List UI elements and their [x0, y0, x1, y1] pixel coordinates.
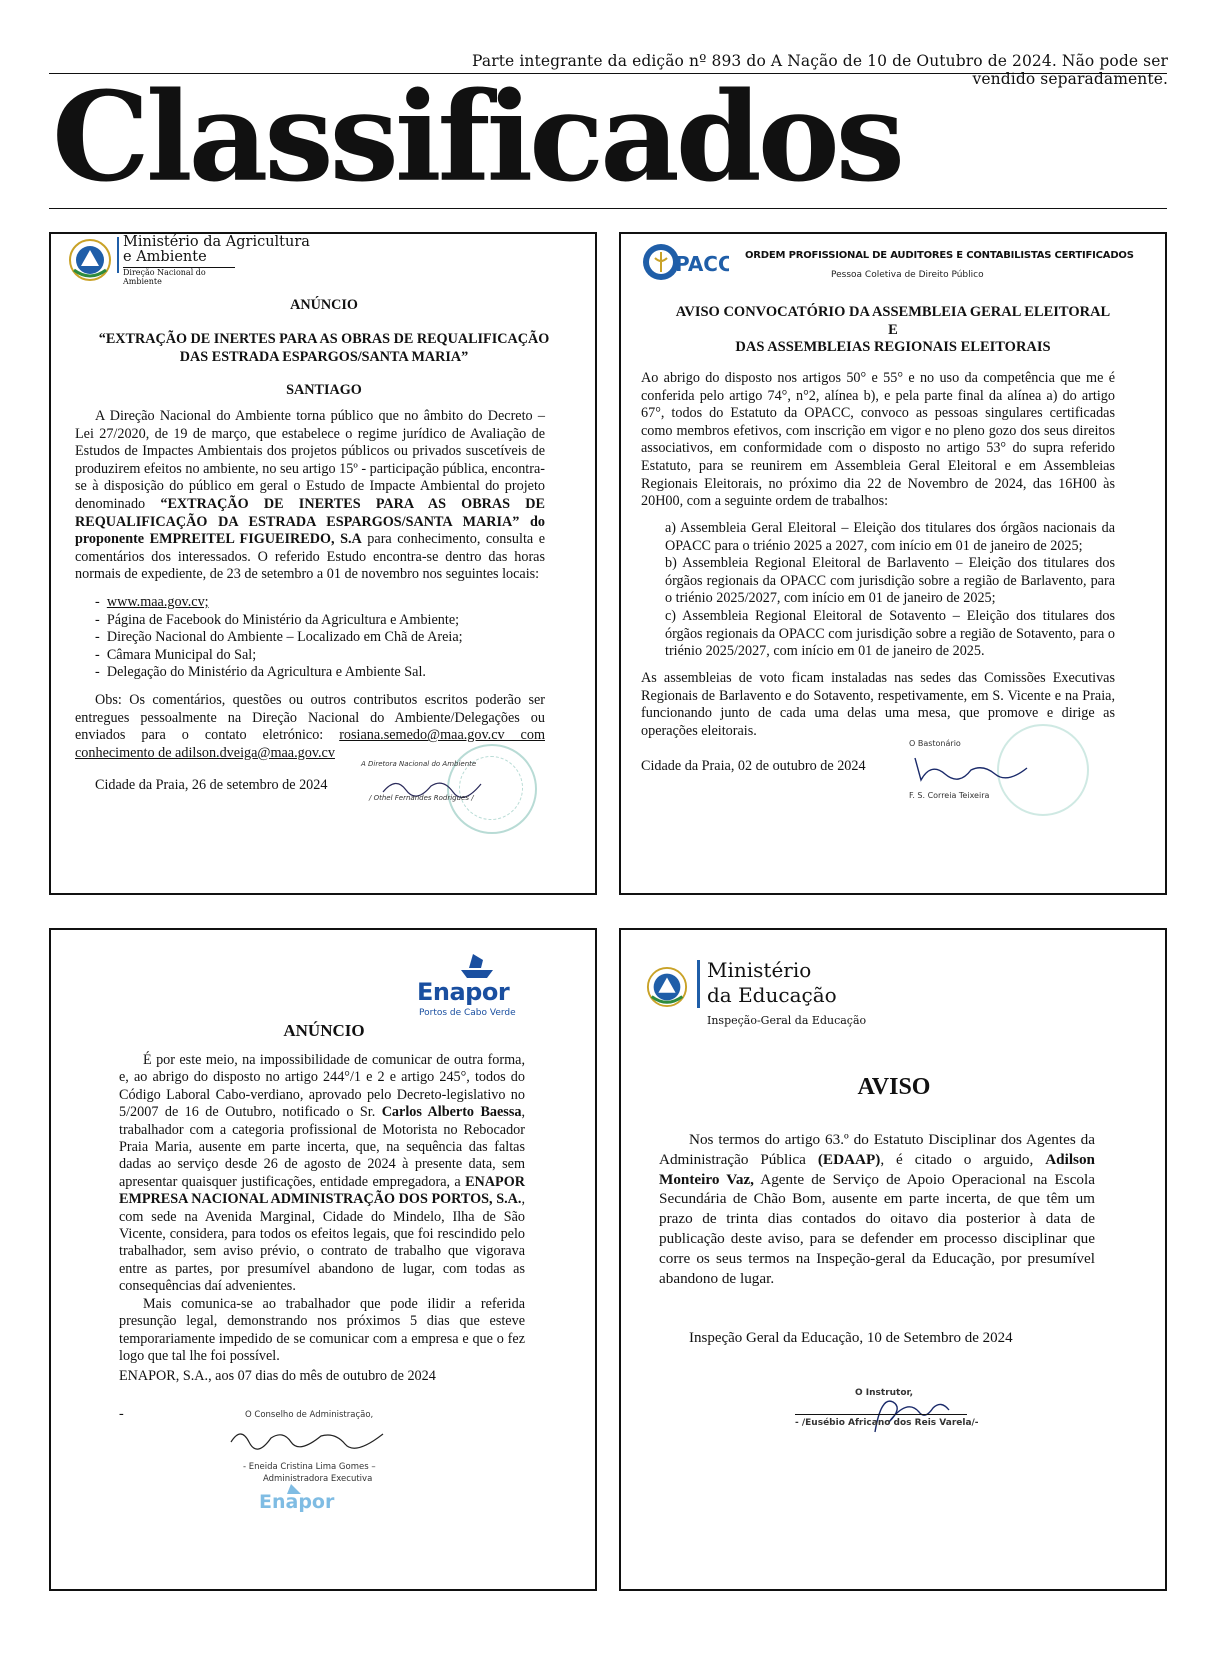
- header-divider: [117, 237, 119, 273]
- ad-heading: AVISO: [857, 1074, 931, 1100]
- dash: -: [119, 1406, 124, 1422]
- ad-box-ministry-agriculture: [49, 232, 597, 895]
- ad-body: É por este meio, na impossibilidade de comunicar de outra forma, e, ao abrigo do disposto no artigo 244°/1 e 2 e artigo 245°, todos do Código Laboral Cabo-verdiano, aprovado pelo Decreto-legislativo no 5/2007 de 16 de Outubro, notificado o Sr. Carlos Alberto Baessa, trabalhador com a categoria profissional de Motorista no Rebocador Praia Maria, ausente em parte incerta, que, na sequência das faltas dadas ao serviço desde 26 de agosto de 2024 à presente data, sem apresentar quaisquer justificações, entidade empregadora, a ENAPOR EMPRESA NACIONAL ADMINISTRAÇÃO DOS PORTOS, S.A., com sede na Avenida Marginal, Cidade do Mindelo, Ilha de São Vicente, considera, para todos os efeitos legais, que foi rescindido pelo trabalhador, sem aviso prévio, o contrato de trabalho que vigorava entre as partes, por presumível abandono de lugar, com todas as consequências daí advenientes.: [119, 1052, 525, 1295]
- ministry-line2: e Ambiente: [123, 249, 207, 265]
- signature-underline: [795, 1414, 967, 1415]
- ministry-line1: Ministério da Agricultura: [123, 234, 310, 250]
- ad-body-2: Mais comunica-se ao trabalhador que pode ilidir a referida presunção legal, demonstrando nos próximos 5 dias que esteve temporariamente impedido de se comunicar com a empresa e que o fez logo que tal lhe foi possível.: [119, 1296, 525, 1365]
- ad-box-ministry-education: [619, 928, 1167, 1591]
- ministry-line2: da Educação: [707, 983, 837, 1007]
- svg-text:PACC: PACC: [675, 252, 729, 276]
- body-text-2: do proponente: [75, 513, 545, 548]
- locations-list: [95, 594, 555, 682]
- ad-heading: ANÚNCIO: [283, 1021, 365, 1040]
- closing-paragraph: As assembleias de voto ficam instaladas nas sedes das Comissões Executivas Regionais de Barlavento e do Sotavento, respetivamente, em S. Vicente e na Praia, funcionando junto de cada uma delas uma mesa, que promove e dirige as operações eleitorais.: [641, 670, 1115, 739]
- signature-name: F. S. Correia Teixeira: [909, 791, 990, 800]
- company-name: ENAPOR EMPRESA NACIONAL ADMINISTRAÇÃO DOS PORTOS, S.A.: [119, 1173, 525, 1208]
- masthead-rule: [49, 208, 1167, 209]
- signature-title: O Instrutor,: [855, 1388, 914, 1398]
- body-text-3: para conhecimento, consulta e comentários dos interessados. O referido Estudo encontra-se dentro das horas normais de expediente, de 23 de setembro a 01 de novembro nos seguintes locais:: [75, 531, 546, 583]
- header-divider: [697, 960, 700, 1008]
- ministry-name: [707, 958, 837, 1008]
- edition-note: Parte integrante da edição nº 893 do A Nação de 10 de Outubro de 2024. Não pode ser vendido separadamente.: [472, 52, 1168, 88]
- org-name: ORDEM PROFISSIONAL DE AUDITORES E CONTABILISTAS CERTIFICADOS: [745, 250, 1134, 261]
- enapor-logo-sub: Portos de Cabo Verde: [419, 1008, 516, 1018]
- title-line2: E: [888, 321, 898, 338]
- enapor-ship-logo-icon: [457, 952, 497, 980]
- obs-text: Obs: Os comentários, questões ou outros contributos escritos poderão ser entregues pessoalmente na Direção Nacional do Ambiente/Delegações ou enviados para o contato eletrónico:: [75, 692, 545, 744]
- signature-icon: [845, 1392, 955, 1441]
- signature-icon: [911, 752, 1031, 791]
- list-item: - Delegação do Ministério da Agricultura e Ambiente Sal.: [95, 664, 426, 681]
- signature-name: - Eneida Cristina Lima Gomes –: [243, 1462, 376, 1472]
- masthead-title: Classificados: [52, 66, 902, 210]
- ministry-name: [123, 235, 310, 265]
- proponent-name: EMPREITEL FIGUEIREDO, S.A: [149, 531, 362, 548]
- ad-title: [637, 304, 1149, 357]
- signature-name: / Othel Fernandes Rodrigues /: [369, 794, 474, 802]
- signature-title: O Bastonário: [909, 739, 961, 748]
- enapor-logo-text: Enapor: [417, 978, 510, 1006]
- body-text: A Direção Nacional do Ambiente torna público que no âmbito do Decreto – Lei 27/2020, de 19 de março, que estabelece o regime jurídico de Avaliação de Estudos de Impactes Ambientais dos projetos públicos ou privados suscetíveis de produzirem efeitos no ambiente, no seu artigo 15º - participação pública, encontra-se à disposição do público em geral o Estudo de Impacte Ambiental do projeto denominado: [75, 408, 545, 512]
- ad-body: Nos termos do artigo 63.º do Estatuto Disciplinar dos Agentes da Administração Pública (EDAAP), é citado o arguido, Adilson Monteiro Vaz, Agente de Serviço de Apoio Operacional na Escola Secundária de Chão Bom, ausente em parte incerta, de que têm um prazo de trinta dias contados do oitavo dia posterior à data de publicação deste aviso, para se defender em processo disciplinar que corre os seus termos na Inspeção-geral da Educação, por presumível abandono de lugar.: [659, 1131, 1096, 1287]
- defendant-name: Adilson Monteiro Vaz,: [659, 1150, 1096, 1188]
- ad-date: Cidade da Praia, 02 de outubro de 2024: [641, 758, 866, 774]
- ad-box-enapor: [49, 928, 597, 1591]
- signature-title: A Diretora Nacional do Ambiente: [361, 760, 477, 768]
- org-sub: Pessoa Coletiva de Direito Público: [831, 270, 984, 280]
- ad-title: [71, 331, 577, 366]
- project-name: “EXTRAÇÃO DE INERTES PARA AS OBRAS DE REQUALIFICAÇÃO DA ESTRADA ESPARGOS/SANTA MARIA”: [75, 495, 545, 530]
- ministry-sub: Inspeção-Geral da Educação: [707, 1014, 867, 1027]
- ministry-line1: Ministério: [707, 958, 812, 982]
- item-c: c) Assembleia Regional Eleitoral de Sotavento – Eleição dos titulares dos órgãos regionais da OPACC com jurisdição sobre a região de Sotavento, para o triénio 2025/2027, com início em 01 de janeiro de 2025.: [665, 608, 1115, 660]
- intro-paragraph: Ao abrigo do disposto nos artigos 50° e 55° e no uso da competência que me é conferida pelo artigo 74°, n°2, alínea b), e pela parte final da alínea a) do artigo 67°, todos do Estatuto da OPACC, convoco as pessoas singulares certificadas como membros efetivos, com inscrição em vigor e no pleno gozo dos seus direitos associativos, em conformidade com o disposto no artigo 53° do supra referido Estatuto, para se reunirem em Assembleia Geral Eleitoral e em Assembleias Regionais Eleitorais, no próximo dia 22 de Novembro de 2024, das 16H00 às 20H00, com a seguinte ordem de trabalhos:: [641, 370, 1115, 510]
- signature-name: - /Eusébio Africano dos Reis Varela/-: [795, 1418, 979, 1428]
- cabo-verde-coat-of-arms-icon: [68, 238, 112, 282]
- list-item: - Direção Nacional do Ambiente – Localizado em Chã de Areia;: [95, 629, 463, 646]
- ad-date: Cidade da Praia, 26 de setembro de 2024: [95, 777, 328, 793]
- ad-heading: ANÚNCIO: [290, 297, 358, 313]
- signature-title: O Conselho de Administração,: [245, 1410, 374, 1420]
- ad-body: [75, 408, 545, 584]
- opacc-logo-icon: [641, 242, 729, 282]
- ad-title-line1: “EXTRAÇÃO DE INERTES PARA AS OBRAS DE REQUALIFICAÇÃO: [98, 331, 550, 347]
- list-item: - Página de Facebook do Ministério da Agricultura e Ambiente;: [95, 611, 460, 628]
- item-b: b) Assembleia Regional Eleitoral de Barlavento – Eleição dos titulares dos órgãos regionais da OPACC com jurisdição sobre a região de Barlavento, para o triénio 2025/2027, com início em 01 de janeiro de 2025;: [665, 555, 1115, 607]
- cabo-verde-coat-of-arms-icon: [646, 966, 688, 1008]
- ad-date: Inspeção Geral da Educação, 10 de Setembro de 2024: [689, 1330, 1013, 1346]
- list-item[interactable]: - www.maa.gov.cv;: [95, 594, 209, 610]
- ad-date: ENAPOR, S.A., aos 07 dias do mês de outubro de 2024: [119, 1368, 436, 1384]
- worker-name: Carlos Alberto Baessa: [381, 1104, 522, 1121]
- statute-acronym: (EDAAP): [817, 1150, 881, 1168]
- title-line1: AVISO CONVOCATÓRIO DA ASSEMBLEIA GERAL ELEITORAL: [675, 304, 1111, 320]
- item-a: a) Assembleia Geral Eleitoral – Eleição dos titulares dos órgãos nacionais da OPACC para o triénio 2025 a 2027, com início em 01 de janeiro de 2025;: [665, 520, 1115, 554]
- signature-icon: [227, 1424, 387, 1459]
- ad-title-line2: DAS ESTRADA ESPARGOS/SANTA MARIA”: [179, 348, 469, 365]
- ad-location: SANTIAGO: [286, 382, 362, 398]
- svg-text:Enapor: Enapor: [259, 1491, 335, 1513]
- signature-role: Administradora Executiva: [263, 1474, 373, 1484]
- ad-box-opacc: [619, 232, 1167, 895]
- ministry-sub: Direção Nacional do Ambiente: [123, 267, 235, 286]
- title-line3: DAS ASSEMBLEIAS REGIONAIS ELEITORAIS: [735, 339, 1051, 356]
- obs-email-link[interactable]: rosiana.semedo@maa.gov.cv com conhecimento de adilson.dveiga@maa.gov.cv: [75, 727, 545, 761]
- list-item: - Câmara Municipal do Sal;: [95, 646, 257, 663]
- enapor-stamp-icon: [257, 1482, 343, 1516]
